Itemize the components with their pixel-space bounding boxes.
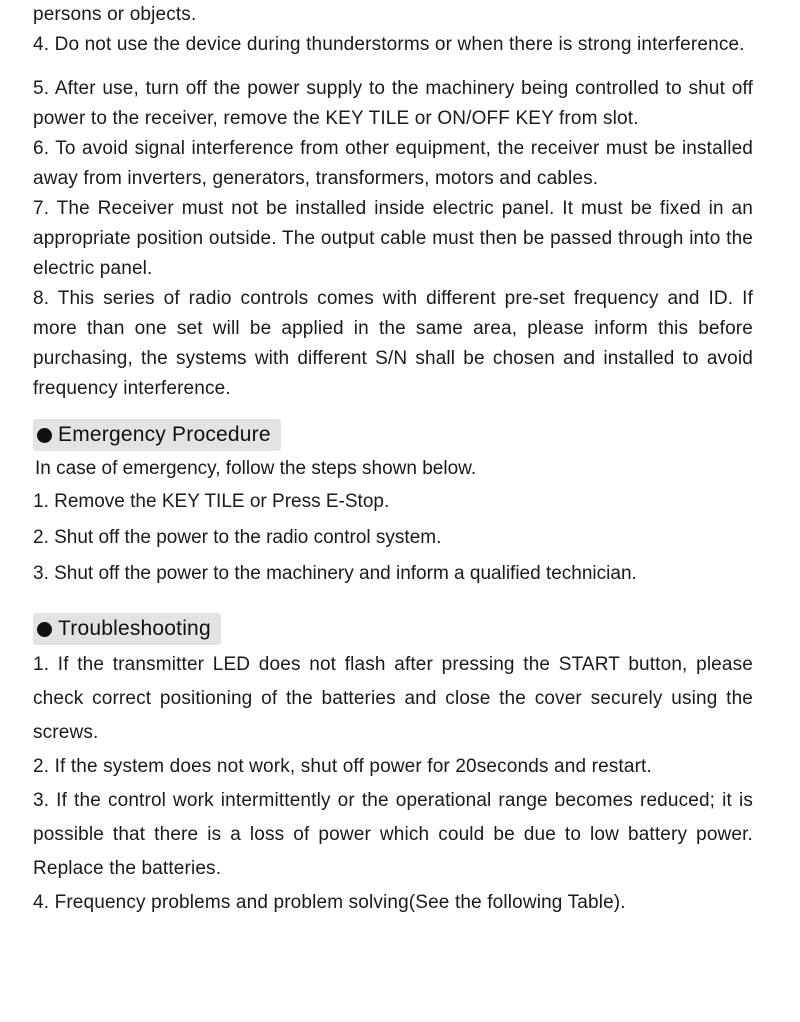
emergency-step: 2. Shut off the power to the radio control system. bbox=[33, 527, 442, 548]
paragraph-3-tail: persons or objects. bbox=[33, 4, 197, 25]
paragraph-6: 6. To avoid signal interference from other equipment, the receiver must be installed away from inverters, generators, transformers, motors and cables. bbox=[33, 138, 753, 189]
emergency-section-header bbox=[33, 416, 753, 454]
paragraph-8: 8. This series of radio controls comes with different pre-set frequency and ID. If more than one set will be applied in the same area, please inform this before purchasing, the systems with different S/N shall be chosen and installed to avoid frequency interference. bbox=[33, 288, 753, 399]
troubleshooting-item: 2. If the system does not work, shut off power for 20seconds and restart. bbox=[33, 756, 652, 777]
emergency-heading: Emergency Procedure bbox=[58, 423, 271, 446]
bullet-dot-icon bbox=[37, 622, 52, 637]
emergency-heading-badge bbox=[33, 419, 281, 451]
troubleshooting-item: 1. If the transmitter LED does not flash after pressing the START button, please check correct positioning of the batteries and close the cover securely using the screws. bbox=[33, 654, 753, 743]
troubleshooting-section-header bbox=[33, 610, 753, 648]
troubleshooting-item: 3. If the control work intermittently or the operational range becomes reduced; it is possible that there is a loss of power which could be due to low battery power. Replace the batteries. bbox=[33, 790, 753, 879]
paragraph-5: 5. After use, turn off the power supply to the machinery being controlled to shut off power to the receiver, remove the KEY TILE or ON/OFF KEY from slot. bbox=[33, 78, 753, 129]
manual-page bbox=[33, 0, 753, 920]
troubleshooting-heading-badge bbox=[33, 613, 221, 645]
emergency-step: 3. Shut off the power to the machinery and inform a qualified technician. bbox=[33, 563, 637, 584]
emergency-intro: In case of emergency, follow the steps shown below. bbox=[35, 458, 477, 479]
paragraph-4: 4. Do not use the device during thunderstorms or when there is strong interference. bbox=[33, 34, 745, 55]
emergency-step: 1. Remove the KEY TILE or Press E-Stop. bbox=[33, 491, 390, 512]
troubleshooting-item: 4. Frequency problems and problem solving(See the following Table). bbox=[33, 892, 626, 913]
troubleshooting-heading: Troubleshooting bbox=[58, 617, 211, 640]
paragraph-7: 7. The Receiver must not be installed inside electric panel. It must be fixed in an appropriate position outside. The output cable must then be passed through into the electric panel. bbox=[33, 198, 753, 279]
bullet-dot-icon bbox=[37, 428, 52, 443]
